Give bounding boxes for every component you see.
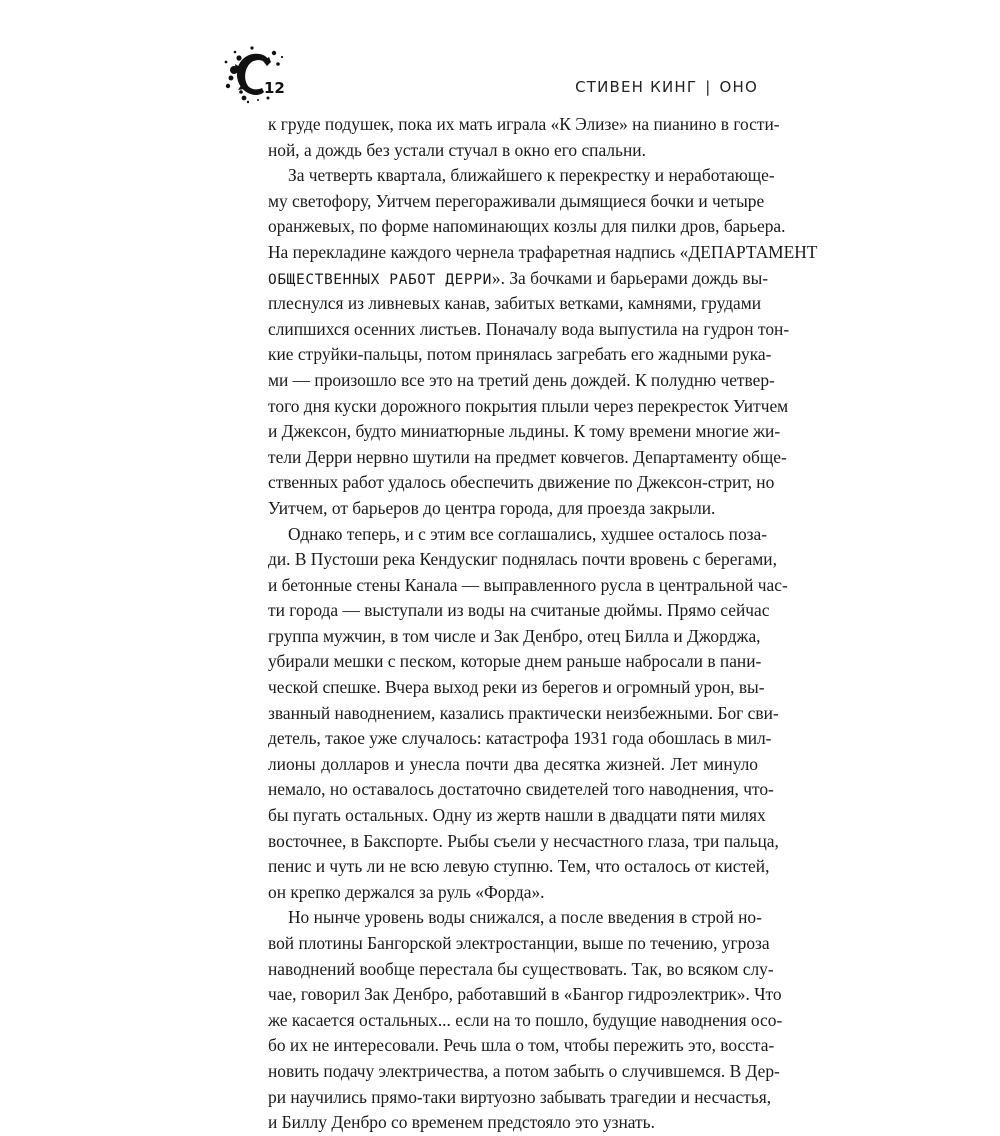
text-line: новить подачу электричества, а потом забыть о случившемся. В Дер- [268, 1060, 780, 1081]
text-line: пенис и чуть ли не всю левую ступню. Тем, что осталось от кистей, [268, 856, 770, 877]
text-line: детель, такое уже случалось: катастрофа 1931 года обошлась в мил- [268, 728, 772, 749]
text-line: же касается остальных... если на то пошло, будущие наводнения осо- [268, 1009, 783, 1030]
text-line: убирали мешки с песком, которые днем раньше набросали в пани- [268, 651, 762, 672]
text-line [268, 266, 769, 292]
text-line: лионы долларов и унесла почти два десятка жизней. Лет минуло [268, 753, 758, 774]
text-line: ди. В Пустоши река Кендускиг поднялась почти вровень с берегами, [268, 549, 777, 570]
text-line: к груде подушек, пока их мать играла «К Элизе» на пианино в гости- [268, 114, 780, 134]
text-line: бы пугать остальных. Одну из жертв нашли в двадцати пяти милях [268, 805, 766, 826]
text-line: немало, но оставалось достаточно свидетелей того наводнения, что- [268, 779, 774, 800]
text-line: он крепко держался за руль «Форда». [268, 881, 545, 902]
page-header [222, 44, 758, 106]
text-line: ственных работ удалось обеспечить движение по Джексон-стрит, но [268, 472, 775, 493]
text-line: Уитчем, от барьеров до центра города, для проезда закрыли. [268, 497, 716, 518]
text-fragment: ». За бочками и барьерами дождь вы- [491, 267, 769, 288]
running-head [575, 78, 758, 96]
book-title: ОНО [719, 78, 758, 96]
text-line: Однако теперь, и с этим все соглашались, худшее осталось поза- [288, 523, 768, 544]
text-line: тели Дерри нервно шутили на предмет ковчегов. Департаменту обще- [268, 446, 787, 467]
text-line: и бетонные стены Канала — выправленного русла в центральной час- [268, 574, 788, 595]
text-line: вой плотины Бангорской электростанции, выше по течению, угроза [268, 933, 770, 953]
text-line: слипшихся осенних листьев. Поначалу вода выпустила на гудрон тон- [268, 318, 790, 339]
text-line: ческой спешке. Вчера выход реки из берегов и огромный урон, вы- [268, 677, 765, 698]
text-line: ти города — выступали из воды на считаные дюймы. Прямо сейчас [268, 600, 770, 621]
stencil-text: ОБЩЕСТВЕННЫХ РАБОТ ДЕРРИ [268, 271, 492, 288]
text-line: ной, а дождь без устали стучал в окно его спальни. [268, 139, 646, 160]
text-line: ми — произошло все это на третий день дождей. К полудню четвер- [268, 369, 775, 390]
text-line: группа мужчин, в том числе и Зак Денбро, отец Билла и Джорджа, [268, 625, 761, 646]
text-line: наводнений вообще перестала бы существовать. Так, во всяком слу- [268, 958, 774, 979]
text-line: ри научились прямо-таки виртуозно забывать трагедии и несчастья, [268, 1086, 772, 1107]
page-number: 12 [264, 79, 285, 97]
text-line: того дня куски дорожного покрытия плыли через перекресток Уитчем [268, 395, 789, 416]
text-line: За четверть квартала, ближайшего к перекрестку и неработающе- [288, 165, 775, 186]
text-line: и Джексон, будто миниатюрные льдины. К тому времени многие жи- [268, 421, 781, 442]
text-line: бо их не интересовали. Речь шла о том, чтобы пережить это, восста- [268, 1035, 775, 1056]
text-line: плеснулся из ливневых канав, забитых ветками, камнями, грудами [268, 293, 762, 314]
header-separator: | [705, 78, 712, 96]
text-line: и Биллу Денбро со временем предстояло это узнать. [268, 1112, 655, 1133]
text-line: Но нынче уровень воды снижался, а после введения в строй но- [288, 907, 762, 928]
text-line: оранжевых, по форме напоминающих козлы для пилки дров, барьера. [268, 216, 786, 237]
text-line: му светофору, Уитчем перегораживали дымящиеся бочки и четыре [268, 190, 765, 211]
body-text [268, 112, 818, 1136]
text-line: кие струйки-пальцы, потом принялась загребать его жадными рука- [268, 344, 772, 365]
text-line: званный наводнением, казались практически неизбежными. Бог сви- [268, 702, 779, 723]
text-line: восточнее, в Бакспорте. Рыбы съели у несчастного глаза, три пальца, [268, 830, 779, 851]
author-name: СТИВЕН КИНГ [575, 78, 698, 96]
text-line: чае, говорил Зак Денбро, работавший в «Бангор гидроэлектрик». Что [268, 984, 782, 1005]
text-line: На перекладине каждого чернела трафаретная надпись «ДЕПАРТАМЕНТ [268, 241, 818, 262]
